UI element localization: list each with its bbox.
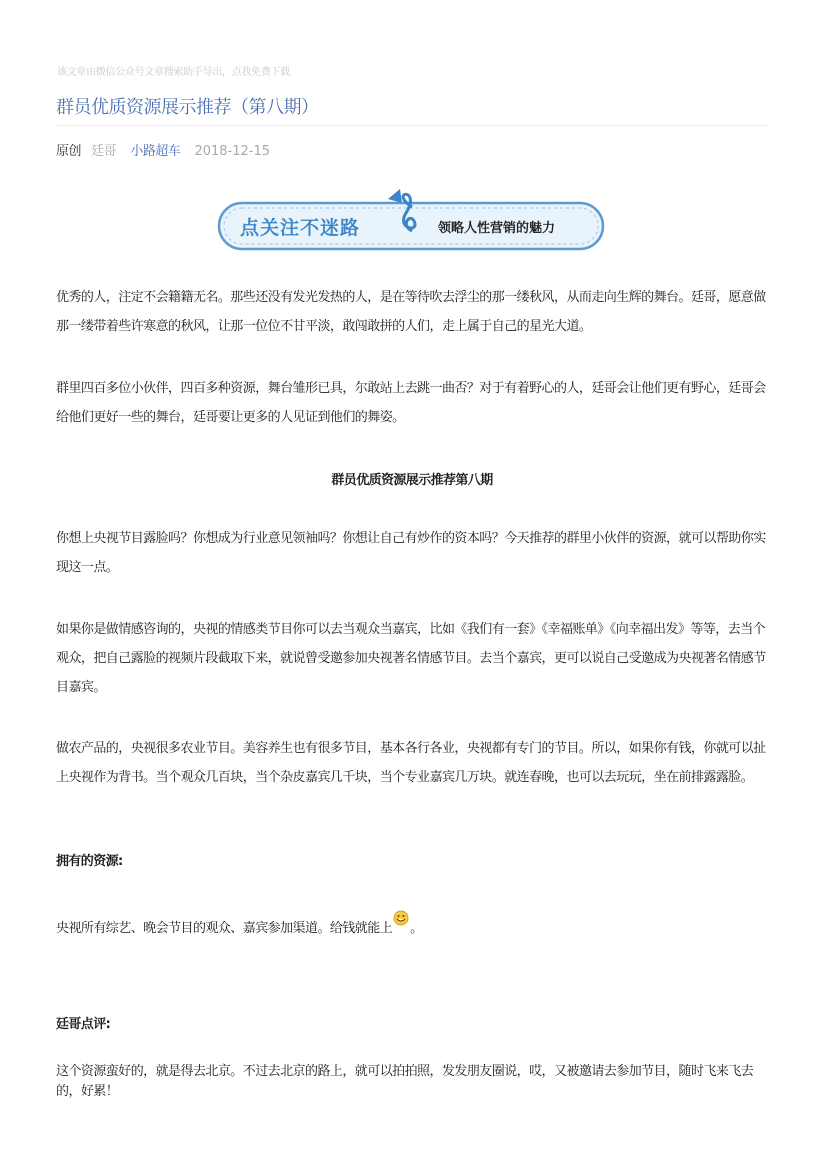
- article-meta: [56, 140, 270, 159]
- original-tag: 原创: [56, 144, 82, 159]
- resource-heading: 拥有的资源:: [56, 854, 123, 869]
- grinning-face-icon: [393, 910, 409, 926]
- intro-paragraph-1: 优秀的人，注定不会籍籍无名。那些还没有发光发热的人，是在等待吹去浮尘的那一缕秋风，从而走向生辉的舞台。廷哥，愿意做那一缕带着些许寒意的秋风，让那一位位不甘平淡，敢闯敢拼的人们，走上属于自己的星光大道。: [56, 290, 766, 334]
- resource-end-punct: 。: [410, 921, 423, 936]
- body-paragraph-5: 做农产品的，央视很多农业节目。美容养生也有很多节目，基本各行各业，央视都有专门的节目。所以，如果你有钱，你就可以扯上央视作为背书。当个观众几百块，当个杂皮嘉宾几千块，当个专业嘉宾几万块。就连春晚，也可以去玩玩，坐在前排露露脸。: [56, 741, 766, 785]
- export-notice-link[interactable]: 该文章由微信公众号文章搜索助手导出，点我免费下载: [57, 67, 290, 78]
- review-heading: 廷哥点评:: [56, 1017, 111, 1032]
- section-title: 群员优质资源展示推荐第八期: [331, 473, 493, 488]
- account-name-link[interactable]: 小路超车: [130, 144, 181, 159]
- resource-text: 央视所有综艺、晚会节目的观众、嘉宾参加渠道。给钱就能上: [56, 921, 393, 936]
- body-paragraph-4: 如果你是做情感咨询的，央视的情感类节目你可以去当观众当嘉宾，比如《我们有一套》《幸福账单》《向幸福出发》等等，去当个观众，把自己露脸的视频片段截取下来，就说曾受邀参加央视著名情感节目。去当个嘉宾，更可以说自己受邀成为央视著名情感节目嘉宾。: [56, 622, 766, 695]
- banner-left-text: 点关注不迷路: [240, 217, 361, 239]
- review-paragraph: 这个资源蛮好的，就是得去北京。不过去北京的路上，就可以拍拍照，发发朋友圈说，哎，又被邀请去参加节目，随时飞来飞去的，好累！: [56, 1064, 754, 1099]
- publish-date: 2018-12-15: [194, 144, 271, 159]
- author-name: 廷哥: [91, 144, 117, 159]
- body-paragraph-3: 你想上央视节目露脸吗？你想成为行业意见领袖吗？你想让自己有炒作的资本吗？今天推荐的群里小伙伴的资源，就可以帮助你实现这一点。: [56, 531, 766, 575]
- follow-banner: [216, 185, 606, 253]
- resource-paragraph: [56, 914, 768, 943]
- intro-paragraph-2: 群里四百多位小伙伴，四百多种资源，舞台雏形已具，尔敢站上去跳一曲否？对于有着野心的人，廷哥会让他们更有野心，廷哥会给他们更好一些的舞台，廷哥要让更多的人见证到他们的舞姿。: [56, 381, 766, 425]
- article-title: 群员优质资源展示推荐（第八期）: [56, 97, 319, 118]
- title-divider: [56, 125, 770, 126]
- banner-right-text: 领略人性营销的魅力: [438, 221, 556, 236]
